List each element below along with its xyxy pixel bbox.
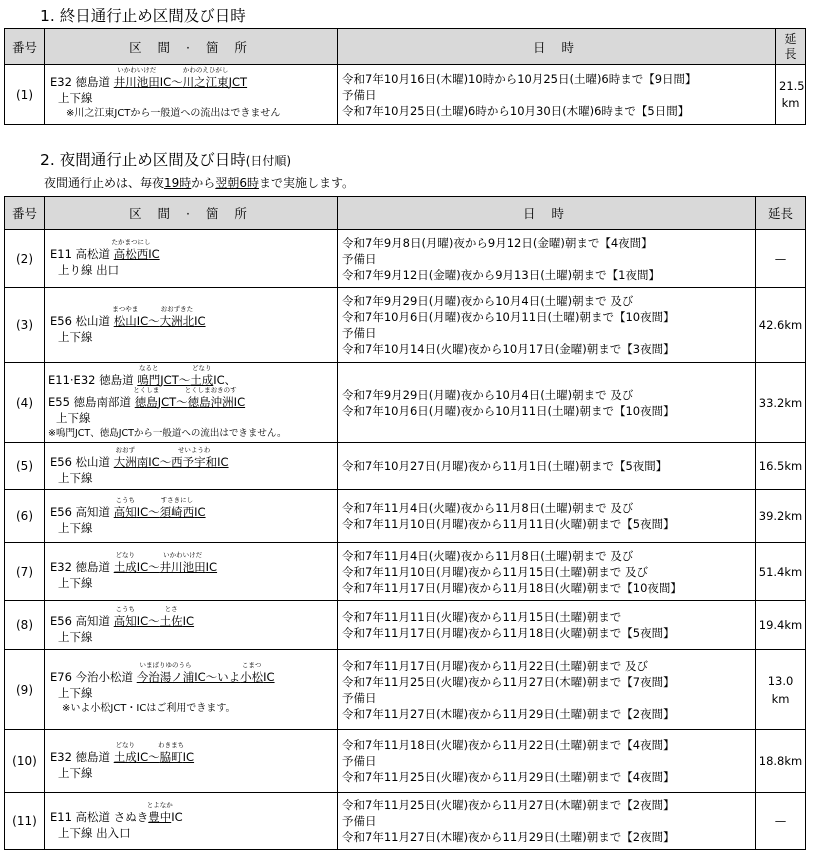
date-line: 令和7年9月29日(月曜)夜から10月4日(土曜)朝まで 及び [342, 294, 634, 308]
ruby-reading: なると [139, 363, 159, 372]
road-name: E56 高知道 [50, 504, 111, 519]
place-name: 土成 どなり [113, 740, 137, 764]
route-cell: E56 松山道 松山 まつやま IC～大洲北 おおずきた IC 上下線 [45, 288, 338, 363]
length-cell: — [756, 230, 806, 288]
road-name: E11 高松道 [50, 809, 111, 824]
table-row [5, 543, 806, 601]
header-route: 区 間 · 箇 所 [45, 197, 338, 230]
direction: 上下線 [58, 470, 93, 485]
ruby-reading: こまつ [241, 661, 262, 669]
row-number: (1) [5, 65, 45, 125]
date-line: 令和7年9月12日(金曜)夜から9月13日(土曜)朝まで【1夜間】 [342, 267, 660, 282]
row-number: (11) [5, 793, 45, 850]
place-name: 高知 こうち [113, 495, 137, 519]
place-name: 土佐 とさ [159, 604, 183, 628]
place-name: 徳島沖洲 とくしまおきのす [184, 385, 237, 409]
road-name: E56 高知道 [50, 613, 111, 628]
table-row [5, 65, 806, 125]
date-line: 令和7年11月25日(火曜)夜から11月29日(土曜)朝まで【4夜間】 [342, 770, 675, 784]
road-name: E76 今治小松道 [50, 670, 134, 684]
length-cell: 13.0 km [756, 650, 806, 730]
direction: 上下線 [58, 91, 93, 105]
date-line: 令和7年11月18日(火曜)夜から11月22日(土曜)朝まで【4夜間】 [342, 738, 675, 752]
table-row [5, 288, 806, 363]
length-cell: 19.4km [756, 601, 806, 650]
road-name: E56 松山道 [50, 313, 111, 328]
dates-cell [338, 543, 756, 601]
length-cell: 18.8km [756, 730, 806, 793]
date-line: 令和7年10月6日(月曜)夜から10月11日(土曜)朝まで【10夜間】 [342, 403, 675, 418]
ruby-reading: わきまち [158, 740, 185, 749]
date-line: 令和7年9月8日(月曜)夜から9月12日(金曜)朝まで【4夜間】 [342, 235, 653, 250]
ruby-reading: いまばりゆのうら [139, 661, 192, 669]
road-name: E32 徳島道 [50, 749, 111, 764]
date-line: 令和7年11月4日(火曜)夜から11月8日(土曜)朝まで 及び [342, 501, 634, 515]
date-line: 令和7年10月25日(土曜)6時から10月30日(木曜)6時まで【5日間】 [342, 103, 690, 118]
route-cell: E11·E32 徳島道 鳴門 なると JCT～土成 どなり IC、 E55 徳島南部道 徳島 とくしま JCT～徳島沖洲 とくしまおきのす IC 上下線 ※鳴門JCT、徳島JCTから一般道への流出はできません。 [45, 363, 338, 443]
header-length: 延長 [776, 29, 806, 65]
header-dates: 日 時 [338, 197, 756, 230]
dates-cell [338, 65, 776, 125]
date-line: 令和7年11月4日(火曜)夜から11月8日(土曜)朝まで 及び [342, 548, 634, 563]
row-number: (5) [5, 443, 45, 490]
route-cell: E11 高松道 さぬき豊中 とよなか IC 上下線 出入口 [45, 793, 338, 850]
road-name: E11 高松道 [50, 247, 111, 261]
dates-cell [338, 490, 756, 543]
length-cell: 21.5 km [776, 65, 806, 125]
header-num: 番号 [5, 29, 45, 65]
ruby-reading: いかわいけだ [163, 551, 203, 559]
place-name: 井川池田 いかわいけだ [113, 66, 160, 89]
row-number: (4) [5, 363, 45, 443]
direction: 上り線 出口 [58, 263, 120, 277]
direction: 上下線 [58, 576, 93, 590]
row-number: (2) [5, 230, 45, 288]
dates-cell [338, 793, 756, 850]
route-cell: E56 松山道 大洲 おおず 南IC～西予宇和 せいようわ IC 上下線 [45, 443, 338, 490]
place-name: 川之江東 かわのえひがし [182, 66, 229, 89]
header-route: 区 間 · 箇 所 [45, 29, 338, 65]
row-number: (9) [5, 650, 45, 730]
table-row [5, 230, 806, 288]
route-note: ※川之江東JCTから一般道への流出はできません [66, 108, 281, 119]
date-line: 令和7年11月11日(火曜)夜から11月15日(土曜)朝まで [342, 610, 622, 624]
place-name: 鳴門 なると [137, 363, 161, 387]
road-name: E55 徳島南部道 [48, 394, 132, 409]
route-cell: E11 高松道 高松西 たかまつにし IC 上り線 出口 [45, 230, 338, 288]
date-line: 令和7年11月25日(火曜)夜から11月27日(木曜)朝まで【7夜間】 [342, 674, 675, 689]
road-name: E32 徳島道 [50, 560, 111, 574]
section1-title: 1. 終日通行止め区間及び日時 [40, 7, 246, 25]
route-cell: E32 徳島道 土成 どなり IC～井川池田 いかわいけだ IC 上下線 [45, 543, 338, 601]
table-row [5, 730, 806, 793]
dates-cell [338, 730, 756, 793]
table-row [5, 793, 806, 850]
place-name: 大洲北 おおずきた [159, 304, 195, 328]
dates-cell [338, 443, 756, 490]
ruby-reading: いかわいけだ [117, 66, 157, 74]
ruby-reading: こうち [115, 495, 135, 504]
date-line: 令和7年10月14日(火曜)夜から10月17日(金曜)朝まで【3夜間】 [342, 342, 675, 356]
length-cell: 39.2km [756, 490, 806, 543]
row-number: (6) [5, 490, 45, 543]
direction: 上下線 [58, 629, 93, 644]
ruby-reading: とさ [164, 604, 178, 613]
section2-title: 2. 夜間通行止め区間及び日時(日付順) [40, 151, 292, 169]
date-line: 予備日 [342, 326, 377, 340]
ruby-reading: おおずきた [160, 304, 194, 313]
ruby-reading: せいようわ [177, 445, 211, 454]
direction: 上下線 [58, 520, 93, 535]
place-name: 井川池田 いかわいけだ [159, 551, 206, 574]
length-cell: 42.6km [756, 288, 806, 363]
row-number: (7) [5, 543, 45, 601]
route-cell: E76 今治小松道 今治湯ノ浦 いまばりゆのうら IC～いよ小松 こまつ IC 上下線 ※いよ小松JCT・ICはご利用できます。 [45, 650, 338, 730]
ruby-reading: とくしま [133, 385, 160, 394]
length-cell: 33.2km [756, 363, 806, 443]
place-name: 高知 こうち [113, 604, 137, 628]
date-line: 令和7年11月27日(木曜)夜から11月29日(土曜)朝まで【2夜間】 [342, 830, 675, 844]
route-cell: E56 高知道 高知 こうち IC～土佐 とさ IC 上下線 [45, 601, 338, 650]
place-name: 徳島 とくしま [133, 385, 160, 409]
place-name: 豊中 とよなか [146, 800, 173, 824]
ruby-reading: かわのえひがし [182, 66, 229, 74]
road-name: E56 松山道 [50, 454, 111, 469]
table-row [5, 443, 806, 490]
ruby-reading: とよなか [146, 800, 173, 809]
road-name: E11·E32 徳島道 [48, 372, 134, 387]
dates-cell [338, 363, 756, 443]
date-line: 令和7年10月16日(木曜)10時から10月25日(土曜)6時まで【9日間】 [342, 71, 697, 86]
row-number: (10) [5, 730, 45, 793]
date-line: 予備日 [342, 87, 377, 102]
ruby-reading: どなり [115, 551, 135, 559]
date-line: 令和7年10月6日(月曜)夜から10月11日(土曜)朝まで【10夜間】 [342, 310, 675, 324]
ruby-reading: とくしまおきのす [184, 385, 237, 394]
date-line: 令和7年11月17日(月曜)夜から11月22日(土曜)朝まで 及び [342, 658, 648, 673]
date-line: 令和7年11月10日(月曜)夜から11月11日(火曜)朝まで【5夜間】 [342, 517, 675, 531]
direction: 上下線 [58, 329, 93, 344]
ruby-reading: どなり [115, 740, 135, 749]
header-num: 番号 [5, 197, 45, 230]
length-cell: 51.4km [756, 543, 806, 601]
night-closure-table [4, 196, 806, 850]
date-line: 令和7年11月17日(月曜)夜から11月18日(火曜)朝まで【5夜間】 [342, 626, 675, 640]
route-note: ※いよ小松JCT・ICはご利用できます。 [62, 703, 236, 714]
dates-cell [338, 230, 756, 288]
table-row [5, 490, 806, 543]
header-length: 延長 [756, 197, 806, 230]
direction: 上下線 出入口 [58, 825, 131, 840]
place-name: 高松西 たかまつにし [111, 238, 151, 261]
section2-note: 夜間通行止めは、毎夜19時から翌朝6時まで実施します。 [44, 176, 354, 190]
route-cell: E32 徳島道 土成 どなり IC～脇町 わきまち IC 上下線 [45, 730, 338, 793]
row-number: (3) [5, 288, 45, 363]
place-name: 大洲 おおず [113, 445, 137, 469]
place-name: 土成 どなり [113, 551, 137, 574]
date-line: 令和7年11月10日(月曜)夜から11月15日(土曜)朝まで 及び [342, 564, 648, 579]
table-row [5, 650, 806, 730]
date-line: 令和7年9月29日(月曜)夜から10月4日(土曜)朝まで 及び [342, 387, 634, 402]
place-name: 脇町 わきまち [158, 740, 185, 764]
place-name: 土成 どなり [190, 363, 214, 387]
place-name: 西予宇和 せいようわ [171, 445, 218, 469]
date-line: 予備日 [342, 814, 377, 828]
ruby-reading: たかまつにし [111, 238, 151, 246]
date-line: 令和7年11月25日(火曜)夜から11月27日(木曜)朝まで【2夜間】 [342, 798, 675, 812]
row-number: (8) [5, 601, 45, 650]
header-dates: 日 時 [338, 29, 776, 65]
date-line: 令和7年10月27日(月曜)夜から11月1日(土曜)朝まで【5夜間】 [342, 459, 668, 473]
place-name: 小松 こまつ [240, 661, 264, 684]
all-day-closure-table [4, 28, 806, 125]
date-line: 令和7年11月27日(木曜)夜から11月29日(土曜)朝まで【2夜間】 [342, 706, 675, 721]
dates-cell [338, 601, 756, 650]
road-name: E32 徳島道 [50, 75, 111, 89]
direction: 上下線 [58, 765, 93, 780]
ruby-reading: おおず [115, 445, 135, 454]
date-line: 予備日 [342, 251, 377, 266]
ruby-reading: すさきにし [160, 495, 194, 504]
date-line: 令和7年11月17日(月曜)夜から11月18日(火曜)朝まで【10夜間】 [342, 580, 682, 595]
place-name: 今治湯ノ浦 いまばりゆのうら [136, 661, 195, 684]
date-line: 予備日 [342, 754, 377, 768]
route-note: ※鳴門JCT、徳島JCTから一般道への流出はできません。 [48, 427, 287, 439]
table-row [5, 363, 806, 443]
direction: 上下線 [56, 410, 91, 425]
length-cell: — [756, 793, 806, 850]
dates-cell [338, 288, 756, 363]
route-cell: E32 徳島道 井川池田 いかわいけだ IC～川之江東 かわのえひがし JCT 上下線 ※川之江東JCTから一般道への流出はできません [45, 65, 338, 125]
direction: 上下線 [58, 686, 93, 700]
table-row [5, 601, 806, 650]
length-cell: 16.5km [756, 443, 806, 490]
ruby-reading: こうち [115, 604, 135, 613]
route-cell: E56 高知道 高知 こうち IC～須崎西 すさきにし IC 上下線 [45, 490, 338, 543]
ruby-reading: まつやま [112, 304, 139, 313]
ruby-reading: どなり [191, 363, 212, 372]
place-name: 須崎西 すさきにし [159, 495, 195, 519]
date-line: 予備日 [342, 690, 377, 705]
place-name: 松山 まつやま [112, 304, 139, 328]
dates-cell [338, 650, 756, 730]
